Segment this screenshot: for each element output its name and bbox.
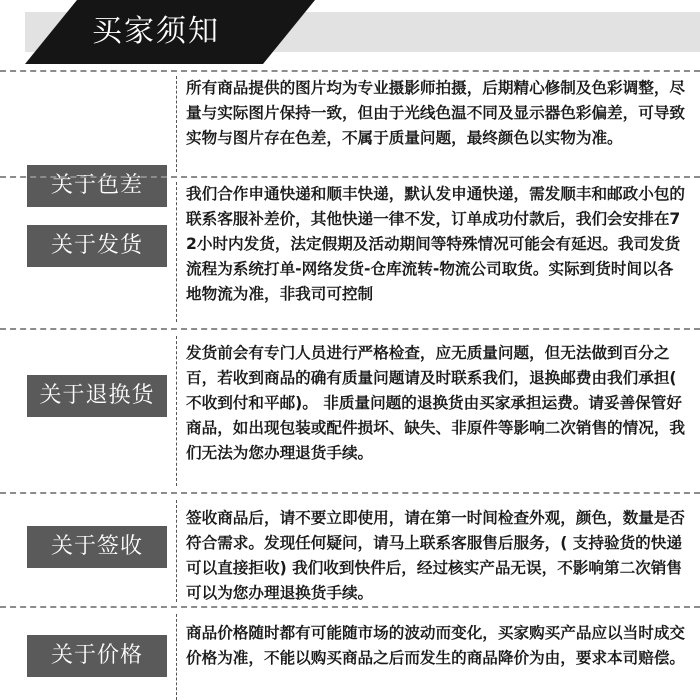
page-title: 买家须知 [92,14,220,49]
section-receipt [0,492,700,602]
section-label: 关于色差 [27,165,167,207]
section-text: 我们合作申通快递和顺丰快递，默认发申通快递，需发顺丰和邮政小包的联系客服补差价，其他快递一律不发，订单成功付款后，我们会安排在72小时内发货，法定假期及活动期间等特殊情况可能会有延迟。我司发货流程为系统打单-网络发货-仓库流转-物流公司取货。实际到货时间以各地物流为准，非我司可控制 [186,185,686,303]
section-vertical-divider [176,500,177,602]
section-divider [0,328,700,330]
section-label: 关于签收 [27,526,167,568]
section-text: 所有商品提供的图片均为专业摄影师拍摄，后期精心修制及色彩调整，尽量与实际图片保持一致，但由于光线色温不同及显示器色彩偏差，可导致实物与图片存在色差，不属于质量问题，最终颜色以实物为准。 [186,79,686,147]
section-returns [0,328,700,488]
section-price [0,606,700,700]
section-divider [0,176,700,178]
section-vertical-divider [176,182,177,322]
section-label: 关于发货 [27,225,167,267]
section-divider [0,70,700,72]
section-label: 关于价格 [27,635,167,677]
section-vertical-divider [176,614,177,700]
section-label: 关于退换货 [27,375,167,417]
section-vertical-divider [176,76,177,172]
section-text: 商品价格随时都有可能随市场的波动而变化，买家购买产品应以当时成交价格为准，不能以购买商品之后而发生的商品降价为由，要求本司赔偿。 [186,624,686,667]
section-vertical-divider [176,336,177,486]
page-header [0,0,700,64]
section-shipping [0,176,700,326]
section-text: 发货前会有专门人员进行严格检查，应无质量问题，但无法做到百分之百，若收到商品的确有质量问题请及时联系我们，退换邮费由我们承担( 不收到付和平邮)。 非质量问题的退换货由买家承担运费。请妥善保管好商品，如出现包装或配件损坏、缺失、非原件等影响二次销售的情况，我们无法为您办理退货手续。 [186,344,686,462]
section-text: 签收商品后，请不要立即使用，请在第一时间检查外观，颜色，数量是否符合需求。发现任何疑问，请马上联系客服售后服务，( 支持验货的快递可以直接拒收) 我们收到快件后，经过核实产品无误，不影响第二次销售可以为您办理退换货手续。 [186,509,686,602]
section-divider [0,606,700,608]
section-color-difference [0,70,700,198]
section-divider [0,492,700,494]
